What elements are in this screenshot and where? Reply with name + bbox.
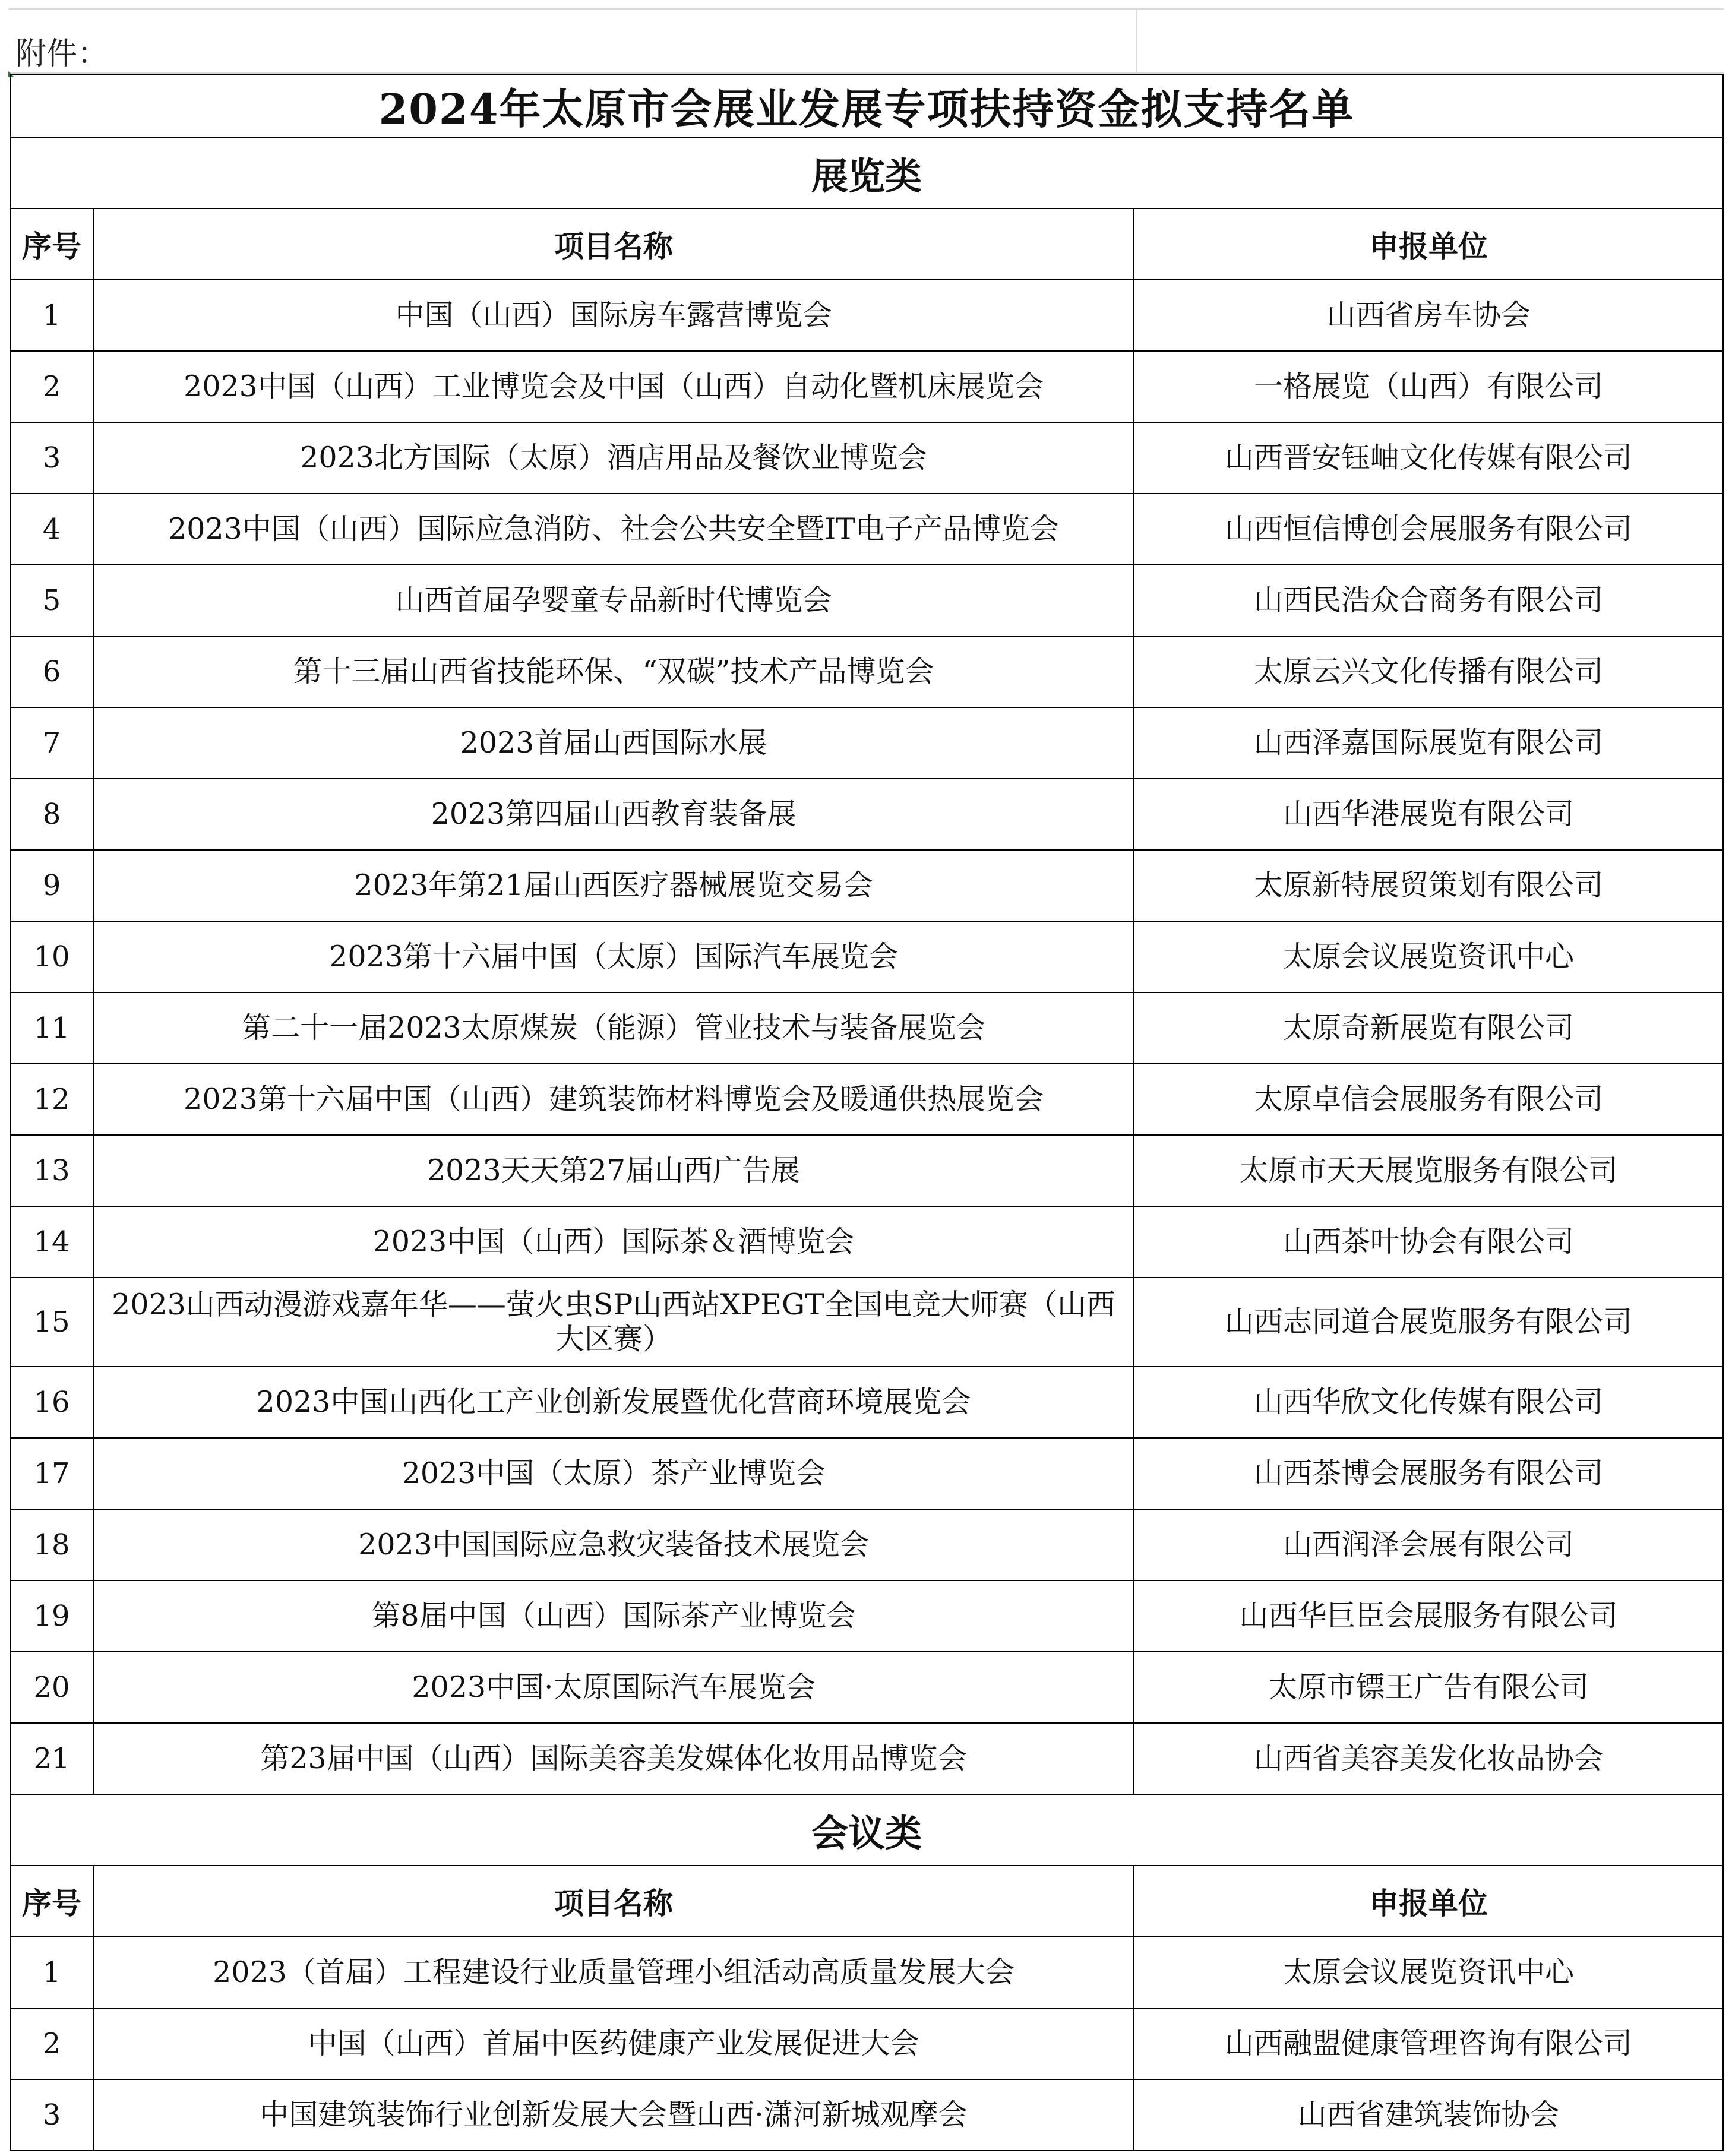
table-row — [10, 992, 1723, 1064]
row-index: 8 — [10, 779, 93, 850]
row-index: 15 — [10, 1278, 93, 1367]
table-row — [10, 921, 1723, 992]
row-index: 7 — [10, 707, 93, 779]
section-heading-row — [10, 137, 1723, 208]
applicant-name: 山西晋安钰岫文化传媒有限公司 — [1134, 422, 1723, 494]
row-index: 14 — [10, 1206, 93, 1278]
project-name: 2023中国（太原）茶产业博览会 — [93, 1438, 1134, 1509]
table-row — [10, 1580, 1723, 1652]
row-index: 12 — [10, 1064, 93, 1135]
row-index: 19 — [10, 1580, 93, 1652]
applicant-name: 山西华巨臣会展服务有限公司 — [1134, 1580, 1723, 1652]
row-index: 4 — [10, 494, 93, 565]
applicant-name: 太原市天天展览服务有限公司 — [1134, 1135, 1723, 1206]
row-index: 17 — [10, 1438, 93, 1509]
column-header-index: 序号 — [10, 1866, 93, 1937]
applicant-name: 太原云兴文化传播有限公司 — [1134, 636, 1723, 707]
applicant-name: 山西润泽会展有限公司 — [1134, 1509, 1723, 1580]
applicant-name: 山西志同道合展览服务有限公司 — [1134, 1278, 1723, 1367]
row-index: 1 — [10, 280, 93, 351]
column-header-row — [10, 208, 1723, 280]
project-name: 2023第十六届中国（太原）国际汽车展览会 — [93, 921, 1134, 992]
row-index: 6 — [10, 636, 93, 707]
table-row — [10, 707, 1723, 779]
column-header-applicant: 申报单位 — [1134, 1866, 1723, 1937]
column-header-applicant: 申报单位 — [1134, 208, 1723, 280]
column-header-row — [10, 1866, 1723, 1937]
row-index: 21 — [10, 1723, 93, 1794]
table-row — [10, 494, 1723, 565]
applicant-name: 太原会议展览资讯中心 — [1134, 1937, 1723, 2008]
table-row — [10, 850, 1723, 921]
project-name: 2023中国山西化工产业创新发展暨优化营商环境展览会 — [93, 1367, 1134, 1438]
table-row — [10, 1064, 1723, 1135]
table-row — [10, 1278, 1723, 1367]
project-name: 2023中国（山西）工业博览会及中国（山西）自动化暨机床展览会 — [93, 351, 1134, 422]
row-index: 1 — [10, 1937, 93, 2008]
row-index: 2 — [10, 2008, 93, 2079]
project-name: 2023第四届山西教育装备展 — [93, 779, 1134, 850]
column-header-index: 序号 — [10, 208, 93, 280]
row-index: 5 — [10, 565, 93, 636]
applicant-name: 山西华欣文化传媒有限公司 — [1134, 1367, 1723, 1438]
project-name: 2023北方国际（太原）酒店用品及餐饮业博览会 — [93, 422, 1134, 494]
table-row — [10, 636, 1723, 707]
table-row — [10, 422, 1723, 494]
table-row — [10, 280, 1723, 351]
table-row — [10, 1509, 1723, 1580]
row-index: 18 — [10, 1509, 93, 1580]
title-row — [10, 74, 1723, 137]
applicant-name: 太原市镖王广告有限公司 — [1134, 1652, 1723, 1723]
project-name: 2023第十六届中国（山西）建筑装饰材料博览会及暖通供热展览会 — [93, 1064, 1134, 1135]
row-index: 16 — [10, 1367, 93, 1438]
applicant-name: 山西融盟健康管理咨询有限公司 — [1134, 2008, 1723, 2079]
row-index: 20 — [10, 1652, 93, 1723]
applicant-name: 山西茶叶协会有限公司 — [1134, 1206, 1723, 1278]
table-row — [10, 1206, 1723, 1278]
project-name: 2023中国（山西）国际茶＆酒博览会 — [93, 1206, 1134, 1278]
table-row — [10, 1723, 1723, 1794]
project-name: 第十三届山西省技能环保、“双碳”技术产品博览会 — [93, 636, 1134, 707]
table-row — [10, 1937, 1723, 2008]
row-index: 3 — [10, 422, 93, 494]
applicant-name: 山西省建筑装饰协会 — [1134, 2079, 1723, 2151]
project-name: 中国（山西）国际房车露营博览会 — [93, 280, 1134, 351]
project-name: 中国（山西）首届中医药健康产业发展促进大会 — [93, 2008, 1134, 2079]
applicant-name: 山西华港展览有限公司 — [1134, 779, 1723, 850]
table-row — [10, 2079, 1723, 2151]
row-index: 9 — [10, 850, 93, 921]
project-name: 2023中国（山西）国际应急消防、社会公共安全暨IT电子产品博览会 — [93, 494, 1134, 565]
applicant-name: 山西省房车协会 — [1134, 280, 1723, 351]
annex-label: 附件： — [15, 36, 109, 72]
applicant-name: 太原卓信会展服务有限公司 — [1134, 1064, 1723, 1135]
table-row — [10, 779, 1723, 850]
section-heading: 会议类 — [10, 1794, 1723, 1866]
column-header-project: 项目名称 — [93, 208, 1134, 280]
table-row — [10, 565, 1723, 636]
table-row — [10, 2008, 1723, 2079]
row-index: 11 — [10, 992, 93, 1064]
project-name: 2023中国·太原国际汽车展览会 — [93, 1652, 1134, 1723]
project-name: 2023首届山西国际水展 — [93, 707, 1134, 779]
applicant-name: 山西茶博会展服务有限公司 — [1134, 1438, 1723, 1509]
project-name: 中国建筑装饰行业创新发展大会暨山西·潇河新城观摩会 — [93, 2079, 1134, 2151]
table-row — [10, 351, 1723, 422]
project-name: 第二十一届2023太原煤炭（能源）管业技术与装备展览会 — [93, 992, 1134, 1064]
project-name: 2023中国国际应急救灾装备技术展览会 — [93, 1509, 1134, 1580]
applicant-name: 太原奇新展览有限公司 — [1134, 992, 1723, 1064]
support-list-table — [10, 74, 1724, 2151]
page-title: 2024年太原市会展业发展专项扶持资金拟支持名单 — [10, 74, 1723, 137]
row-index: 2 — [10, 351, 93, 422]
applicant-name: 太原会议展览资讯中心 — [1134, 921, 1723, 992]
spreadsheet-gridlines — [8, 8, 1724, 74]
section-heading-row — [10, 1794, 1723, 1866]
applicant-name: 太原新特展贸策划有限公司 — [1134, 850, 1723, 921]
table-row — [10, 1652, 1723, 1723]
project-name: 第23届中国（山西）国际美容美发媒体化妆用品博览会 — [93, 1723, 1134, 1794]
column-header-project: 项目名称 — [93, 1866, 1134, 1937]
project-name: 山西首届孕婴童专品新时代博览会 — [93, 565, 1134, 636]
table-row — [10, 1367, 1723, 1438]
row-index: 13 — [10, 1135, 93, 1206]
table-row — [10, 1438, 1723, 1509]
project-name: 第8届中国（山西）国际茶产业博览会 — [93, 1580, 1134, 1652]
project-name: 2023年第21届山西医疗器械展览交易会 — [93, 850, 1134, 921]
applicant-name: 山西民浩众合商务有限公司 — [1134, 565, 1723, 636]
project-name: 2023天天第27届山西广告展 — [93, 1135, 1134, 1206]
table-row — [10, 1135, 1723, 1206]
applicant-name: 一格展览（山西）有限公司 — [1134, 351, 1723, 422]
applicant-name: 山西泽嘉国际展览有限公司 — [1134, 707, 1723, 779]
applicant-name: 山西省美容美发化妆品协会 — [1134, 1723, 1723, 1794]
row-index: 3 — [10, 2079, 93, 2151]
project-name: 2023（首届）工程建设行业质量管理小组活动高质量发展大会 — [93, 1937, 1134, 2008]
project-name: 2023山西动漫游戏嘉年华——萤火虫SP山西站XPEGT全国电竞大师赛（山西大区赛） — [93, 1278, 1134, 1367]
row-index: 10 — [10, 921, 93, 992]
applicant-name: 山西恒信博创会展服务有限公司 — [1134, 494, 1723, 565]
section-heading: 展览类 — [10, 137, 1723, 208]
